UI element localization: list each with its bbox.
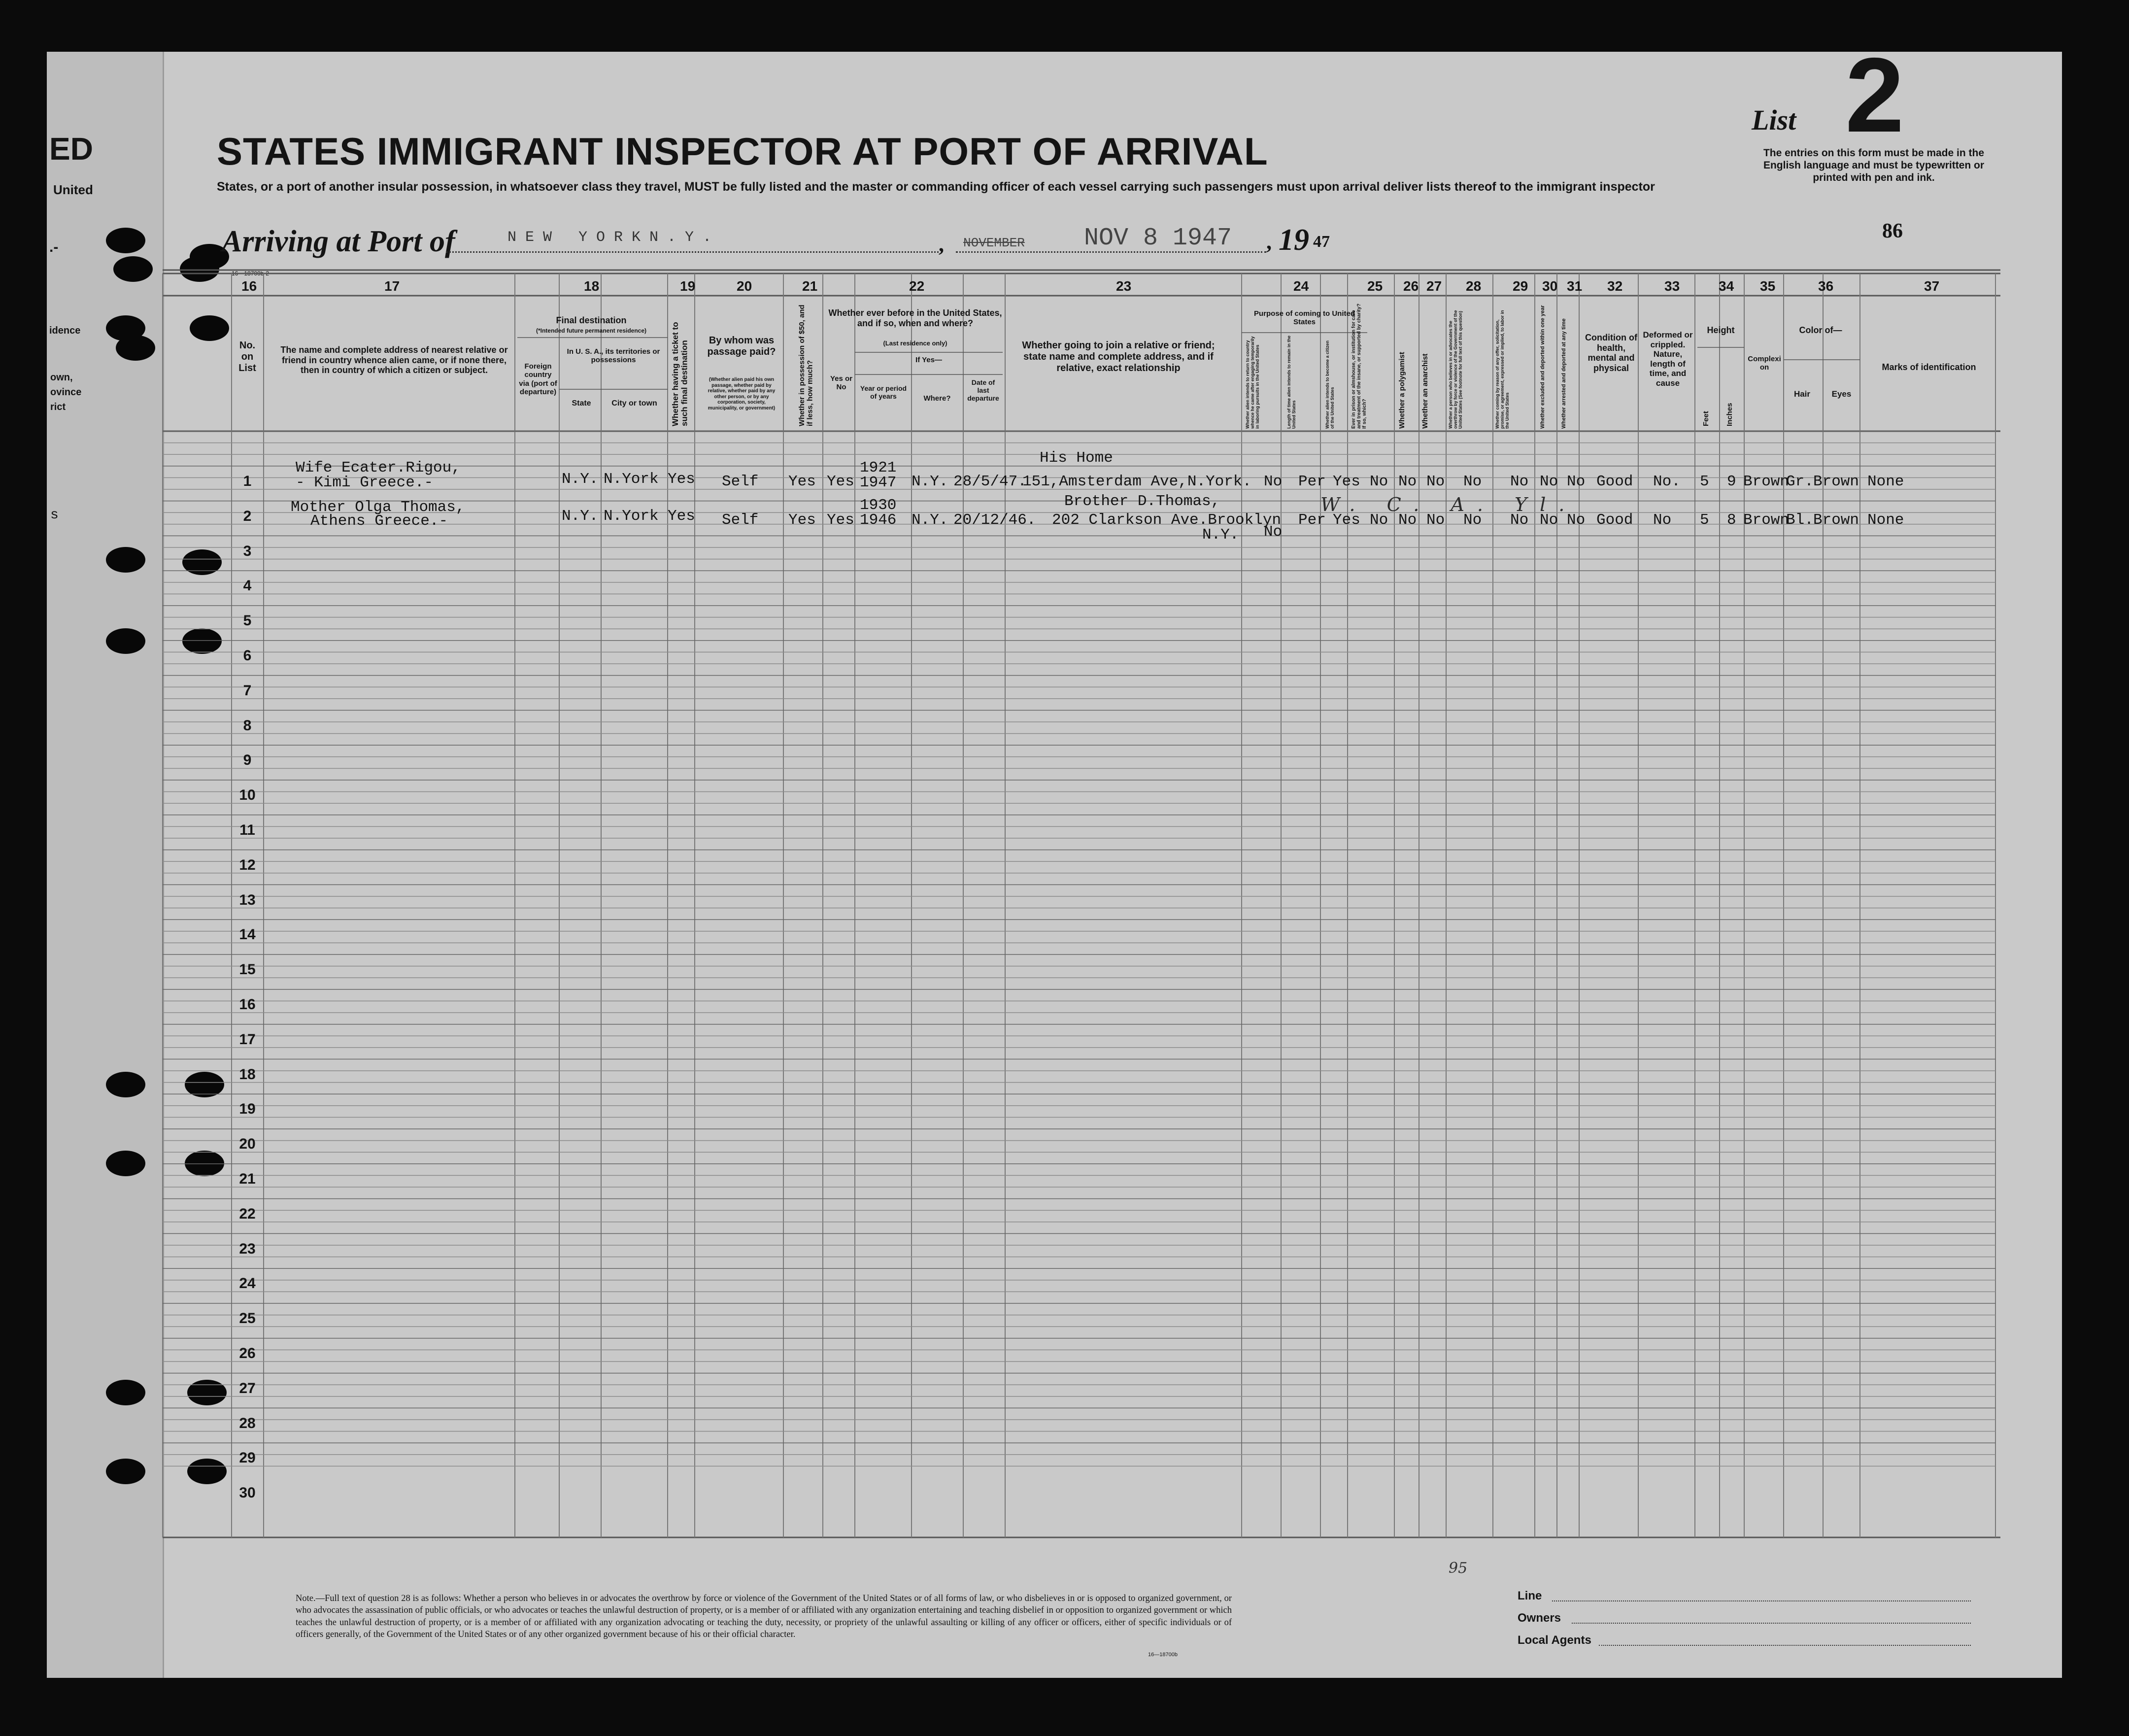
row-number: 23 [239, 1240, 256, 1257]
page-title: STATES IMMIGRANT INSPECTOR AT PORT OF ARRIVAL [217, 130, 1268, 173]
money-value: Yes [788, 511, 816, 529]
height-feet-value: 5 [1700, 511, 1709, 529]
header-ticket: Whether having a ticket to such final destination [671, 322, 689, 426]
row-number: 17 [239, 1031, 256, 1048]
local-agents-label: Local Agents [1518, 1634, 1591, 1647]
deformed-value: No. [1653, 473, 1681, 490]
header-final-destination-note: (*Intended future permanent residence) [536, 327, 647, 334]
header-no-on-list: No. on List [238, 340, 256, 374]
row-number: 16 [239, 996, 256, 1013]
period-value: 1921 [860, 459, 897, 477]
header-foreign-country: Foreign country via (port of departure) [519, 362, 557, 396]
ticket-value: Yes [668, 471, 695, 488]
row-number: 25 [239, 1310, 256, 1327]
row-number: 5 [243, 613, 252, 629]
left-header-fragment: ovince [50, 387, 82, 398]
header-purpose-length: Length of time alien intends to remain in the United States [1286, 335, 1296, 429]
column-number: 28 [1466, 278, 1482, 294]
row-number: 9 [243, 752, 252, 769]
column-number: 35 [1760, 278, 1776, 294]
header-departure-date: Date of last departure [967, 378, 999, 403]
arrested-value: No [1567, 511, 1586, 529]
header-in-usa: In U. S. A., its territories or possessions [567, 347, 660, 365]
period-value: 1947 [860, 474, 897, 491]
destination-state: N.Y. [562, 508, 599, 525]
left-subtitle-fragment: United [53, 182, 93, 197]
purpose-return-value: No [1264, 473, 1283, 490]
header-anarchist: Whether an anarchist [1421, 353, 1429, 429]
height-inches-value: 8 [1727, 511, 1736, 529]
marks-value: None [1867, 473, 1904, 490]
header-relative-address: The name and complete address of nearest relative or friend in country whence alien came, or if none there, then in country of which a citizen or subject. [280, 345, 508, 375]
row-number: 20 [239, 1136, 256, 1153]
row-number: 24 [239, 1275, 256, 1292]
handwritten-annotation: W. C. A. Yl. [1320, 494, 1578, 515]
ever-before-value: Yes [827, 473, 854, 490]
owners-field [1572, 1623, 1971, 1624]
purpose-length-value: Per [1298, 473, 1326, 490]
footer-form-code: 16—18700b [1148, 1652, 1178, 1658]
header-color: Color of— [1799, 325, 1842, 335]
header-marks: Marks of identification [1882, 362, 1976, 372]
left-header-fragment: idence [49, 325, 81, 336]
column-number: 17 [384, 278, 400, 294]
passage-paid-value: Self [722, 511, 759, 529]
hair-value: Gr. [1786, 473, 1814, 490]
row-number: 4 [243, 578, 252, 594]
header-purpose: Purpose of coming to United States [1254, 309, 1355, 327]
purpose-length-value: Per [1298, 511, 1326, 529]
row-number: 18 [239, 1066, 256, 1083]
join-relative-value: N.Y. [1202, 526, 1239, 544]
column-number: 21 [802, 278, 818, 294]
where-value: N.Y. [912, 473, 948, 490]
year-prefix: 19 [1279, 223, 1309, 257]
owners-label: Owners [1518, 1611, 1561, 1625]
header-labor-offer: Whether coming by reason of any offer, solicitation, promise, or agreement, expressed or implied, to labor in the United States [1495, 310, 1510, 429]
left-header-fragment: rict [50, 402, 66, 412]
left-header-fragment: own, [50, 372, 73, 383]
purpose-citizen-value: Yes [1333, 511, 1360, 529]
column-number: 31 [1567, 278, 1583, 294]
destination-city: N.York [604, 508, 659, 525]
row-number: 1 [243, 473, 252, 489]
header-passage-paid: By whom was passage paid? [707, 335, 776, 357]
row-number: 2 [243, 508, 252, 524]
header-eyes: Eyes [1831, 389, 1852, 399]
row-number: 10 [239, 787, 256, 804]
column-number: 32 [1607, 278, 1623, 294]
margin-note: 95 [1449, 1560, 1468, 1577]
relative-address: Athens Greece.- [310, 512, 448, 530]
column-number: 26 [1403, 278, 1419, 294]
height-feet-value: 5 [1700, 473, 1709, 490]
column-number: 33 [1664, 278, 1680, 294]
row-number: 7 [243, 682, 252, 699]
header-feet: Feet [1702, 411, 1710, 426]
labor-offer-value: No [1510, 511, 1529, 529]
passage-paid-value: Self [722, 473, 759, 490]
ever-before-value: Yes [827, 511, 854, 529]
anarchist-value: No [1426, 511, 1445, 529]
row-number: 22 [239, 1205, 256, 1222]
overthrow-value: No [1463, 473, 1482, 490]
header-state: State [572, 399, 591, 408]
header-excluded: Whether excluded and deported within one year [1540, 305, 1546, 429]
header-join-relative: Whether going to join a relative or friend; state name and complete address, and if relative, exact relationship [1022, 340, 1215, 374]
arrival-date-stamp: NOV 8 1947 [1084, 224, 1232, 252]
eyes-value: Brown [1813, 511, 1859, 529]
arriving-label: Arriving at Port of [222, 225, 455, 258]
header-city: City or town [611, 399, 657, 408]
complexion-value: Brown [1743, 473, 1790, 490]
row-number: 30 [239, 1485, 256, 1501]
row-number: 11 [239, 822, 255, 838]
destination-state: N.Y. [562, 471, 599, 488]
column-number: 27 [1426, 278, 1442, 294]
header-passage-paid-note: (Whether alien paid his own passage, whether paid by relative, whether paid by any other person, or by any corporation, society, municipality, or government) [708, 377, 776, 411]
where-value: N.Y. [912, 511, 948, 529]
row-number: 14 [239, 926, 256, 943]
footnote: Note.—Full text of question 28 is as follows: Whether a person who believes in or advocates the overthrow by force or violence of the Government of the United States or of all forms of law, or who disbelieves in or is opposed to organized government, or who advocates the assassination of public officials, or who advocates or teaches the unlawful destruction of property, or is a member of or affiliated with any organization entertaining and teaching disbelief in or opposition to organized government or which teaches the unlawful destruction of property, or is a member of or affiliated with any organization advocating or teaching the duty, necessity, or propriety of the unlawful assaulting or killing of any officer or officers, either of specific individuals or of officers generally, of the Government of the United States or of any other organized government because of his or their official character. [296, 1594, 1232, 1640]
list-number: 2 [1845, 35, 1904, 154]
row-number: 21 [239, 1171, 256, 1187]
header-purpose-return: Whether alien intends to return to country whence he came after engaging temporarily in laboring pursuits in the United States [1245, 336, 1260, 429]
excluded-value: No [1540, 473, 1558, 490]
left-row-fragment: s [50, 508, 59, 523]
header-hair: Hair [1793, 389, 1811, 399]
column-number: 25 [1367, 278, 1383, 294]
header-overthrow: Whether a person who believes in or advocates the overthrow by force or violence of the Government of the United States (See footnote for full text of this question) [1448, 310, 1463, 429]
column-number: 34 [1719, 278, 1734, 294]
column-number: 22 [909, 278, 925, 294]
header-yes-no: Yes or No [830, 374, 853, 392]
form-instructions: The entries on this form must be made in the English language and must be typewritten or printed with pen and ink. [1763, 147, 1985, 184]
header-purpose-citizen: Whether alien intends to become a citizen of the United States [1325, 340, 1335, 429]
line-label: Line [1518, 1589, 1542, 1602]
row-number: 8 [243, 717, 252, 734]
column-number: 18 [584, 278, 600, 294]
row-number: 15 [239, 961, 256, 978]
row-number: 28 [239, 1415, 256, 1431]
prison-value: No [1370, 511, 1388, 529]
column-number: 23 [1116, 278, 1132, 294]
column-number: 36 [1818, 278, 1834, 294]
column-number: 16 [241, 278, 257, 294]
relative-address: - Kimi Greece.- [296, 474, 434, 491]
column-number: 29 [1513, 278, 1528, 294]
prison-value: No [1370, 473, 1388, 490]
header-period: Year or period of years [860, 384, 907, 401]
row-number: 27 [239, 1380, 256, 1396]
row-number: 3 [243, 543, 252, 559]
header-if-yes: If Yes— [915, 356, 942, 364]
overthrow-value: No [1463, 511, 1482, 529]
relative-address: Mother Olga Thomas, [291, 499, 465, 516]
list-label: List [1752, 104, 1796, 136]
column-number: 19 [680, 278, 696, 294]
join-relative-value: 202 Clarkson Ave.Brooklyn [1052, 511, 1282, 529]
row-number: 12 [239, 856, 256, 873]
eyes-value: Brown [1813, 473, 1859, 490]
ticket-value: Yes [668, 508, 695, 525]
height-inches-value: 9 [1727, 473, 1736, 490]
header-polygamist: Whether a polygamist [1398, 352, 1406, 429]
header-ever-before: Whether ever before in the United States, and if so, when and where? [828, 308, 1002, 328]
join-relative-value: 151,Amsterdam Ave,N.York. [1022, 473, 1252, 490]
deformed-value: No [1653, 511, 1672, 529]
header-height: Height [1707, 325, 1735, 335]
page-subtitle: States, or a port of another insular possession, in whatsoever class they travel, MUST be fully listed and the master or commanding officer of each vessel carrying such passengers must upon arrival deliver lists thereof to the immigrant inspector [217, 180, 1655, 194]
relative-address: Wife Ecater.Rigou, [296, 459, 461, 477]
health-value: Good [1596, 511, 1633, 529]
header-money: Whether in possession of $50, and if less, how much? [798, 305, 814, 426]
header-where: Where? [923, 394, 951, 403]
join-relative-value: Brother D.Thomas, [1064, 493, 1220, 510]
header-prison: Ever in prison or almshouse, or institution for care and treatment of the insane, or supported by charity? If so, which? [1351, 304, 1367, 429]
money-value: Yes [788, 473, 816, 490]
purpose-citizen-value: Yes [1333, 473, 1360, 490]
purpose-return-value: No [1264, 523, 1283, 541]
line-field [1552, 1600, 1971, 1601]
header-ever-before-note: (Last residence only) [883, 340, 947, 347]
hair-value: Bl. [1786, 511, 1814, 529]
column-number: 30 [1542, 278, 1558, 294]
marks-value: None [1867, 511, 1904, 529]
row-number: 19 [239, 1101, 256, 1118]
local-agents-field [1599, 1645, 1971, 1646]
departure-value: 28/5/47. [953, 473, 1027, 490]
header-health: Condition of health, mental and physical [1585, 333, 1637, 374]
row-number: 26 [239, 1345, 256, 1362]
departure-value: 20/12/46. [953, 511, 1036, 529]
column-number: 24 [1293, 278, 1309, 294]
row-number: 13 [239, 891, 256, 908]
column-number: 37 [1924, 278, 1940, 294]
period-value: 1930 [860, 497, 897, 514]
health-value: Good [1596, 473, 1633, 490]
left-title-fragment: ED [49, 131, 93, 167]
anarchist-value: No [1426, 473, 1445, 490]
left-dash-fragment: .- [49, 239, 59, 255]
polygamist-value: No [1398, 511, 1417, 529]
header-inches: Inches [1725, 403, 1734, 426]
excluded-value: No [1540, 511, 1558, 529]
arrested-value: No [1567, 473, 1586, 490]
join-relative-value: His Home [1040, 449, 1113, 467]
header-complexion: Complexion [1748, 355, 1781, 372]
period-value: 1946 [860, 511, 897, 529]
port-value: NEW YORKN.Y. [507, 229, 721, 246]
header-arrested: Whether arrested and deported at any time [1561, 318, 1567, 429]
header-deformed: Deformed or crippled. Nature, length of time, and cause [1643, 330, 1693, 388]
header-final-destination: Final destination [556, 315, 627, 325]
destination-city: N.York [604, 471, 659, 488]
year-suffix: 47 [1313, 233, 1330, 251]
row-number: 6 [243, 647, 252, 664]
complexion-value: Brown [1743, 511, 1790, 529]
polygamist-value: No [1398, 473, 1417, 490]
page-number: 86 [1882, 220, 1903, 242]
month-value: NOVEMBER [963, 236, 1025, 250]
column-number: 20 [737, 278, 752, 294]
labor-offer-value: No [1510, 473, 1529, 490]
row-number: 29 [239, 1450, 256, 1466]
form-code: 16—18700b-2 [232, 270, 270, 277]
